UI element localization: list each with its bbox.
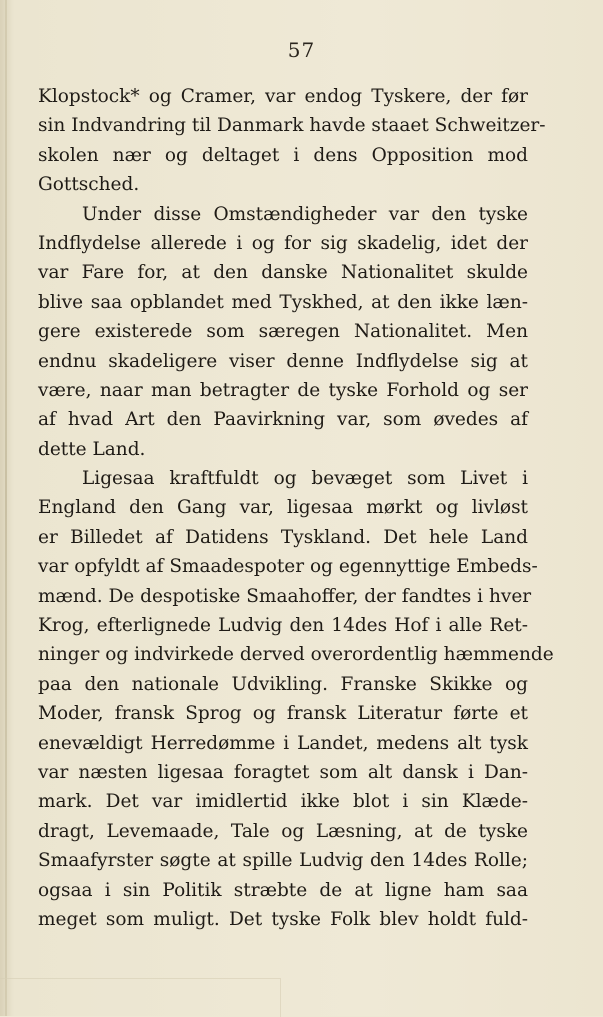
text-line: ninger og indvirkede derved overordentlig hæmmende [38, 644, 554, 666]
text-line: dragt, Levemaade, Tale og Læsning, at de tyske [38, 820, 528, 842]
text-line: paa den nationale Udvikling. Franske Skikke og [38, 673, 528, 695]
text-line: Gottsched. [38, 174, 140, 196]
binding-gutter [5, 0, 7, 1016]
text-line: mænd. De despotiske Smaahoffer, der fandtes i hver [38, 585, 532, 607]
text-line: var opfyldt af Smaadespoter og egennyttige Embeds- [38, 556, 538, 578]
page-number: 57 [287, 38, 316, 62]
body-text [38, 82, 554, 934]
page-fold-mark [0, 978, 281, 1017]
text-line: endnu skadeligere viser denne Indflydelse sig at [38, 350, 528, 372]
text-line: Klopstock* og Cramer, var endog Tyskere, der før [38, 86, 528, 107]
text-line: Smaafyrster søgte at spille Ludvig den 14des Rolle; [38, 850, 528, 872]
text-line: mark. Det var imidlertid ikke blot i sin Klæde- [38, 791, 528, 813]
text-line: meget som muligt. Det tyske Folk blev holdt fuld- [38, 908, 528, 930]
paragraph-start-line: Under disse Omstændigheder var den tyske [82, 203, 528, 225]
text-line: Indflydelse allerede i og for sig skadelig, idet der [38, 232, 528, 254]
text-line: Moder, fransk Sprog og fransk Literatur førte et [38, 703, 528, 725]
text-line: ogsaa i sin Politik stræbte de at ligne ham saa [38, 879, 528, 901]
text-line: sin Indvandring til Danmark havde staaet Schweitzer- [38, 115, 546, 137]
text-line: var næsten ligesaa foragtet som alt dansk i Dan- [38, 761, 528, 783]
text-line: være, naar man betragter de tyske Forhold og ser [38, 379, 528, 401]
text-line: var Fare for, at den danske Nationalitet skulde [38, 262, 528, 284]
text-line: Krog, efterlignede Ludvig den 14des Hof i alle Ret- [38, 615, 528, 637]
text-line: dette Land. [38, 438, 146, 460]
text-line: skolen nær og deltaget i dens Opposition mod [38, 144, 528, 166]
text-line: af hvad Art den Paavirkning var, som øvedes af [38, 409, 528, 431]
text-line: gere existerede som særegen Nationalitet. Men [38, 321, 528, 343]
text-line: blive saa opblandet med Tyskhed, at den ikke læn- [38, 291, 528, 313]
text-line: enevældigt Herredømme i Landet, medens alt tysk [38, 732, 528, 754]
paragraph-start-line: Ligesaa kraftfuldt og bevæget som Livet i [82, 468, 528, 490]
text-line: er Billedet af Datidens Tyskland. Det hele Land [38, 526, 528, 548]
text-line: England den Gang var, ligesaa mørkt og livløst [38, 497, 528, 519]
